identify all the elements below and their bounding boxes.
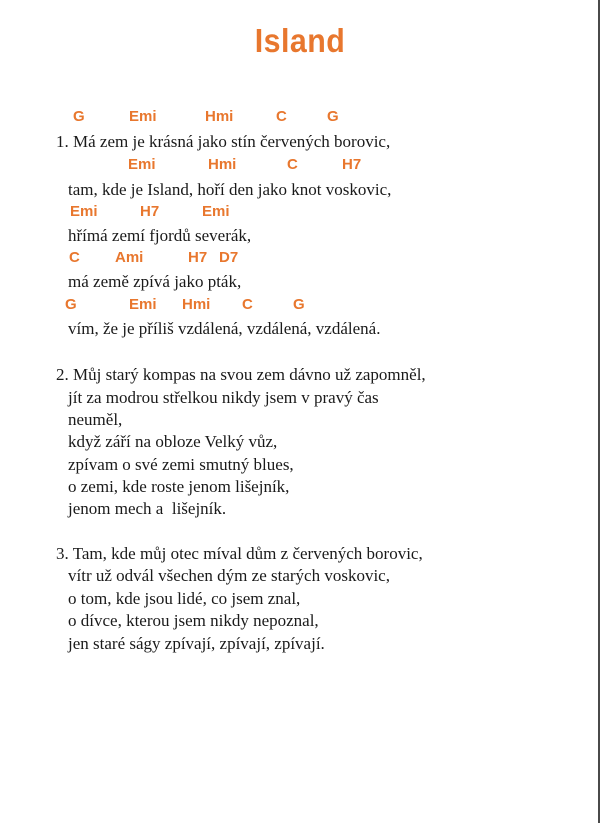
chord: C — [242, 296, 253, 313]
lyric-line: tam, kde je Island, hoří den jako knot voskovic, — [68, 180, 392, 199]
lyric-line: 1. Má zem je krásná jako stín červených borovic, — [56, 132, 391, 151]
chord: G — [293, 296, 305, 313]
lyric-line: o dívce, kterou jsem nikdy nepoznal, — [68, 611, 319, 630]
chord: C — [69, 249, 80, 266]
chord: Ami — [115, 249, 144, 266]
lyric-line: jenom mech a lišejník. — [68, 499, 227, 518]
lyric-line: 3. Tam, kde můj otec míval dům z červených borovic, — [56, 544, 423, 563]
chord: C — [287, 156, 298, 173]
chord: Hmi — [205, 108, 234, 125]
lyric-line: hřímá zemí fjordů severák, — [68, 226, 252, 245]
lyric-line: když září na obloze Velký vůz, — [68, 432, 278, 451]
lyric-line: neuměl, — [68, 410, 123, 429]
lyric-line: o zemi, kde roste jenom lišejník, — [68, 477, 290, 496]
chord: H7 — [140, 203, 160, 220]
chord: Hmi — [182, 296, 211, 313]
chord: Emi — [128, 156, 156, 173]
song-title: Island — [254, 22, 346, 59]
lyric-line: jen staré ságy zpívají, zpívají, zpívají. — [68, 634, 325, 653]
chord: Emi — [70, 203, 98, 220]
lyric-line: 2. Můj starý kompas na svou zem dávno už zapomněl, — [56, 365, 426, 384]
chord: C — [276, 108, 287, 125]
chord: Emi — [129, 296, 157, 313]
chord: G — [73, 108, 85, 125]
lyric-line: vím, že je příliš vzdálená, vzdálená, vzdálená. — [68, 319, 381, 338]
chord: Emi — [129, 108, 157, 125]
lyric-line: o tom, kde jsou lidé, co jsem znal, — [68, 589, 301, 608]
chord: H7 — [342, 156, 362, 173]
chord: H7 — [188, 249, 208, 266]
chord: Hmi — [208, 156, 237, 173]
chord: Emi — [202, 203, 230, 220]
chord: G — [65, 296, 77, 313]
chord: G — [327, 108, 339, 125]
lyric-line: jít za modrou střelkou nikdy jsem v pravý čas — [68, 388, 379, 407]
lyric-line: vítr už odvál všechen dým ze starých voskovic, — [68, 566, 390, 585]
lyric-line: zpívam o své zemi smutný blues, — [68, 455, 294, 474]
chord: D7 — [219, 249, 239, 266]
lyric-line: má země zpívá jako pták, — [68, 272, 242, 291]
